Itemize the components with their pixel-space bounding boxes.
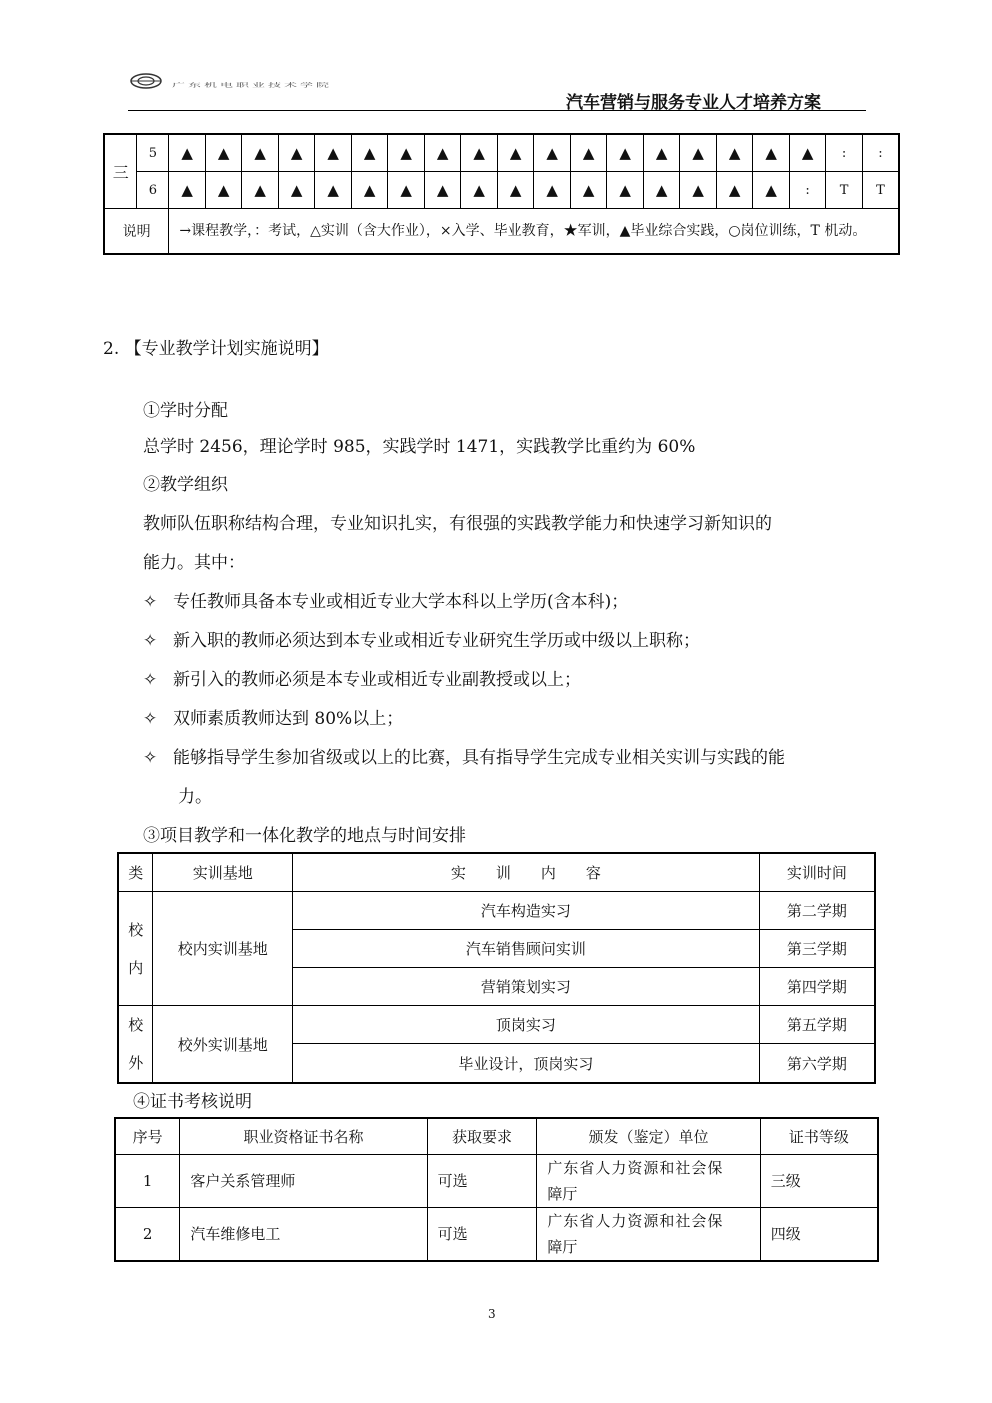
schedule-note-row [104,209,899,255]
schedule-cell: ▲ [388,172,425,209]
schedule-cell: ▲ [242,134,279,172]
list-item: ✧ 能够指导学生参加省级或以上的比赛，具有指导学生完成专业相关实训与实践的能 [143,748,785,768]
schedule-cell: ▲ [461,134,498,172]
column-header: 实 训 内 容 [293,853,760,892]
cert-level: 四级 [760,1207,878,1261]
column-header: 获取要求 [427,1118,537,1154]
schedule-cell: ▲ [680,172,717,209]
subsection-title: ②教学组织 [143,475,228,495]
cert-name: 客户关系管理师 [180,1154,427,1207]
schedule-cell: ▲ [534,172,571,209]
schedule-cell: ▲ [205,172,242,209]
schedule-cell: ▲ [205,134,242,172]
schedule-cell: T [826,172,862,209]
list-item: ✧ 专任教师具备本专业或相近专业大学本科以上学历(含本科)； [143,592,629,612]
schedule-cell: ▲ [242,172,279,209]
schedule-cell: : [862,134,899,172]
header-rule [128,110,866,111]
schedule-cell: ▲ [497,134,534,172]
column-header: 职业资格证书名称 [180,1118,427,1154]
cert-no: 2 [115,1207,180,1261]
schedule-cell: ▲ [753,172,790,209]
table-row [115,1154,878,1207]
bullet-icon: ✧ [143,592,158,612]
table-header-row [115,1118,878,1154]
term-cell: 5 [137,134,169,172]
schedule-cell: : [789,172,826,209]
paragraph: 教师队伍职称结构合理，专业知识扎实，有很强的实践教学能力和快速学习新知识的 [143,514,772,534]
cert-issuer: 广东省人力资源和社会保 障厅 [537,1154,760,1207]
table-row [115,1207,878,1261]
cert-requirement: 可选 [427,1154,537,1207]
content-cell: 顶岗实习 [293,1006,760,1044]
schedule-cell: ▲ [680,134,717,172]
column-header: 颁发（鉴定）单位 [537,1118,760,1154]
schedule-cell: ▲ [315,172,352,209]
schedule-table [103,133,900,255]
column-header: 证书等级 [760,1118,878,1154]
schedule-cell: ▲ [607,172,644,209]
list-item: ✧ 新引入的教师必须是本专业或相近专业副教授或以上； [143,670,581,690]
schedule-cell: ▲ [388,134,425,172]
table-header-row [118,853,875,892]
cert-no: 1 [115,1154,180,1207]
type-cell: 校 外 [118,1006,153,1084]
schedule-cell: ▲ [169,172,206,209]
term-cell: 6 [137,172,169,209]
content-cell: 营销策划实习 [293,968,760,1006]
content-cell: 汽车构造实习 [293,892,760,930]
training-table [117,852,876,1084]
subsection-title: ③项目教学和一体化教学的地点与时间安排 [143,826,466,846]
certificate-table [114,1117,879,1262]
schedule-cell: ▲ [643,172,680,209]
note-text: →课程教学，：考试，△实训（含大作业），×入学、毕业教育，★军训，▲毕业综合实践，○岗位训练，T 机动。 [169,209,899,255]
cert-requirement: 可选 [427,1207,537,1261]
note-label: 说明 [104,209,169,255]
schedule-cell: ▲ [351,172,388,209]
schedule-cell: ▲ [607,134,644,172]
column-header: 实训时间 [759,853,875,892]
schedule-cell: ▲ [351,134,388,172]
paragraph: 能力。其中： [143,553,245,573]
list-item: ✧ 新入职的教师必须达到本专业或相近专业研究生学历或中级以上职称； [143,631,700,651]
list-item-continuation: 力。 [178,787,212,807]
schedule-cell: ▲ [315,134,352,172]
schedule-row [104,134,899,172]
subsection-title: ④证书考核说明 [133,1092,252,1112]
schedule-cell: ▲ [278,172,315,209]
schedule-cell: ▲ [424,172,461,209]
time-cell: 第三学期 [759,930,875,968]
column-header: 序号 [115,1118,180,1154]
schedule-cell: : [826,134,862,172]
bullet-icon: ✧ [143,670,158,690]
table-row [118,892,875,930]
section-heading: 2. 【专业教学计划实施说明】 [103,339,329,359]
cert-issuer: 广东省人力资源和社会保 障厅 [537,1207,760,1261]
cert-level: 三级 [760,1154,878,1207]
schedule-cell: ▲ [643,134,680,172]
schedule-cell: ▲ [461,172,498,209]
schedule-row [104,172,899,209]
schedule-cell: ▲ [497,172,534,209]
schedule-cell: ▲ [169,134,206,172]
subsection-title: ①学时分配 [143,401,228,421]
list-item: ✧ 双师素质教师达到 80%以上； [143,709,404,729]
schedule-cell: ▲ [424,134,461,172]
column-header: 实训基地 [153,853,293,892]
schedule-cell: ▲ [570,172,607,209]
paragraph: 总学时 2456，理论学时 985，实践学时 1471，实践教学比重约为 60% [143,437,696,457]
schedule-cell: ▲ [716,172,753,209]
column-header: 类 [118,853,153,892]
type-cell: 校 内 [118,892,153,1006]
school-logo-icon [128,72,168,90]
schedule-cell: ▲ [278,134,315,172]
bullet-icon: ✧ [143,748,158,768]
schedule-cell: ▲ [570,134,607,172]
schedule-cell: T [862,172,899,209]
schedule-cell: ▲ [716,134,753,172]
cert-name: 汽车维修电工 [180,1207,427,1261]
bullet-icon: ✧ [143,631,158,651]
schedule-cell: ▲ [534,134,571,172]
schedule-cell: ▲ [789,134,826,172]
time-cell: 第五学期 [759,1006,875,1044]
base-cell: 校内实训基地 [153,892,293,1006]
school-name: 广东机电职业技术学院 [172,81,333,89]
table-row [118,1006,875,1044]
content-cell: 汽车销售顾问实训 [293,930,760,968]
time-cell: 第六学期 [759,1044,875,1083]
content-cell: 毕业设计，顶岗实习 [293,1044,760,1083]
page-number: 3 [488,1307,496,1321]
time-cell: 第二学期 [759,892,875,930]
base-cell: 校外实训基地 [153,1006,293,1084]
time-cell: 第四学期 [759,968,875,1006]
document-title: 汽车营销与服务专业人才培养方案 [566,93,821,113]
bullet-icon: ✧ [143,709,158,729]
schedule-group-label: 三 [104,134,137,209]
schedule-cell: ▲ [753,134,790,172]
